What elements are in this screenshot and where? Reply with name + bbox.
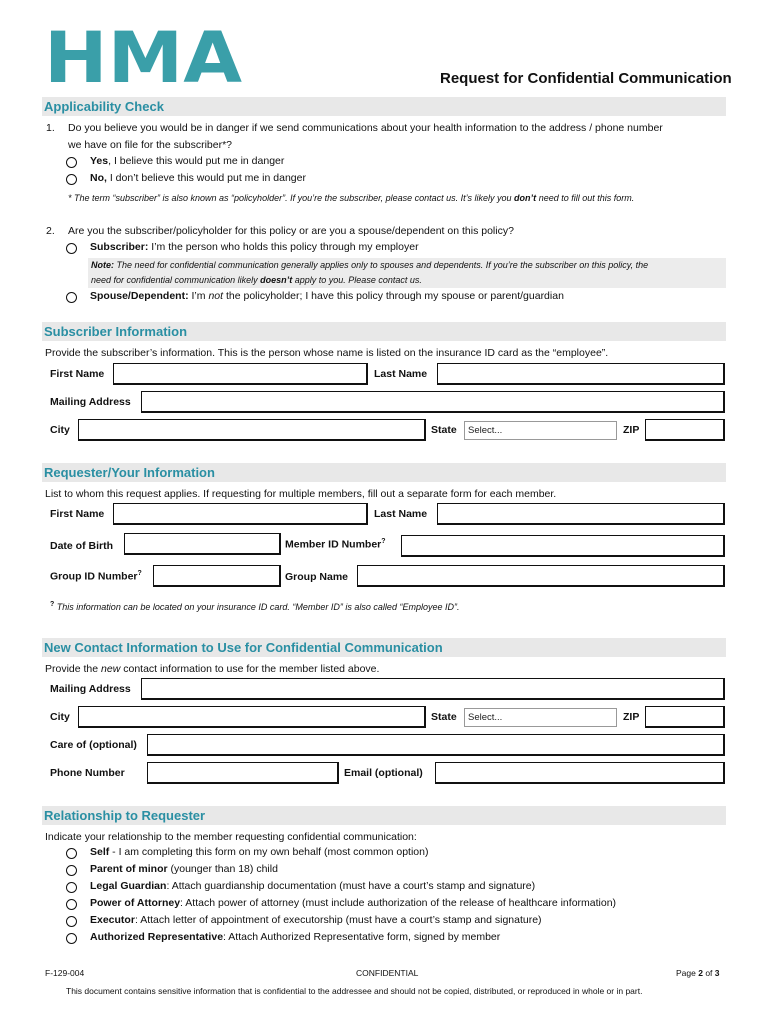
document-title: Request for Confidential Communication (440, 70, 732, 87)
subscriber-zip-field[interactable] (645, 419, 725, 441)
subscriber-state-label: State (431, 424, 457, 436)
contact-mailing-address-field[interactable] (141, 678, 725, 700)
contact-care-of-label: Care of (optional) (50, 739, 137, 751)
q1-footnote: * The term “subscriber” is also known as “policyholder”. If you’re the subscriber, please contact us. It’s likely you don’t need to fill out this form. (68, 193, 635, 203)
section-requester-heading: Requester/Your Information (42, 463, 726, 482)
subscriber-state-select[interactable]: Select... (464, 421, 617, 440)
requester-intro: List to whom this request applies. If requesting for multiple members, fill out a separate form for each member. (45, 488, 557, 500)
contact-phone-label: Phone Number (50, 767, 125, 779)
footer-page-number: Page 2 of 3 (676, 968, 720, 978)
q2-subscriber-radio[interactable] (66, 243, 77, 254)
subscriber-city-field[interactable] (78, 419, 426, 441)
requester-dob-field[interactable] (124, 533, 281, 555)
subscriber-mailing-address-field[interactable] (141, 391, 725, 413)
contact-phone-field[interactable] (147, 762, 339, 784)
contact-state-select[interactable]: Select... (464, 708, 617, 727)
requester-group-id-label: Group ID Number? (50, 570, 142, 583)
subscriber-last-name-label: Last Name (374, 368, 428, 380)
contact-zip-label: ZIP (623, 711, 640, 723)
section-applicability-heading: Applicability Check (42, 97, 726, 116)
question-2-number: 2. (46, 225, 55, 237)
requester-footnote: ? This information can be located on your insurance ID card. “Member ID” is also called “Employee ID”. (50, 601, 460, 612)
requester-first-name-field[interactable] (113, 503, 368, 525)
question-1-line2: we have on file for the subscriber*? (68, 139, 233, 151)
question-1-line1: Do you believe you would be in danger if we send communications about your health information to the address / phone number (68, 122, 663, 134)
q1-no-label: No, I don’t believe this would put me in danger (90, 172, 306, 184)
section-contact-heading: New Contact Information to Use for Confidential Communication (42, 638, 726, 657)
subscriber-zip-label: ZIP (623, 424, 640, 436)
relationship-executor-label: Executor: Attach letter of appointment of executorship (must have a court’s stamp and signature) (90, 914, 542, 926)
relationship-parent-radio[interactable] (66, 865, 77, 876)
contact-state-label: State (431, 711, 457, 723)
contact-city-label: City (50, 711, 70, 723)
relationship-authorized-rep-radio[interactable] (66, 933, 77, 944)
relationship-self-radio[interactable] (66, 848, 77, 859)
relationship-executor-radio[interactable] (66, 916, 77, 927)
requester-dob-label: Date of Birth (50, 540, 113, 552)
q1-yes-label: Yes, I believe this would put me in danger (90, 155, 285, 167)
q1-no-radio[interactable] (66, 174, 77, 185)
footer-form-code: F-129-004 (45, 968, 85, 978)
hma-logo (44, 26, 244, 84)
subscriber-intro: Provide the subscriber’s information. This is the person whose name is listed on the insurance ID card as the “employee”. (45, 347, 609, 359)
contact-intro: Provide the new contact information to use for the member listed above. (45, 663, 380, 675)
question-1-number: 1. (46, 122, 55, 134)
q1-yes-radio[interactable] (66, 157, 77, 168)
subscriber-first-name-label: First Name (50, 368, 105, 380)
contact-email-field[interactable] (435, 762, 725, 784)
subscriber-mailing-address-label: Mailing Address (50, 396, 131, 408)
contact-mailing-address-label: Mailing Address (50, 683, 131, 695)
footer-disclaimer: This document contains sensitive information that is confidential to the addressee and should not be copied, distributed, or reproduced in whole or in part. (66, 986, 643, 996)
contact-email-label: Email (optional) (344, 767, 423, 779)
contact-city-field[interactable] (78, 706, 426, 728)
requester-last-name-field[interactable] (437, 503, 725, 525)
relationship-guardian-radio[interactable] (66, 882, 77, 893)
relationship-poa-radio[interactable] (66, 899, 77, 910)
contact-care-of-field[interactable] (147, 734, 725, 756)
section-subscriber-heading: Subscriber Information (42, 322, 726, 341)
relationship-poa-label: Power of Attorney: Attach power of attorney (must include authorization of the release of healthcare information) (90, 897, 617, 909)
relationship-intro: Indicate your relationship to the member requesting confidential communication: (45, 831, 417, 843)
subscriber-first-name-field[interactable] (113, 363, 368, 385)
subscriber-city-label: City (50, 424, 70, 436)
q2-note-line2: need for confidential communication likely doesn’t apply to you. Please contact us. (91, 275, 422, 285)
requester-group-name-label: Group Name (285, 571, 349, 583)
q2-note-line1: Note: The need for confidential communication generally applies only to spouses and dependents. If you’re the subscriber on this policy, the (91, 260, 649, 270)
requester-group-id-field[interactable] (153, 565, 281, 587)
requester-last-name-label: Last Name (374, 508, 428, 520)
q2-subscriber-label: Subscriber: I’m the person who holds this policy through my employer (90, 241, 419, 253)
relationship-parent-label: Parent of minor (younger than 18) child (90, 863, 278, 875)
question-2-text: Are you the subscriber/policyholder for this policy or are you a spouse/dependent on this policy? (68, 225, 514, 237)
q2-dependent-label: Spouse/Dependent: I’m not the policyholder; I have this policy through my spouse or parent/guardian (90, 290, 564, 302)
requester-first-name-label: First Name (50, 508, 105, 520)
relationship-guardian-label: Legal Guardian: Attach guardianship documentation (must have a court’s stamp and signature) (90, 880, 536, 892)
contact-zip-field[interactable] (645, 706, 725, 728)
requester-member-id-label: Member ID Number? (285, 538, 386, 551)
requester-group-name-field[interactable] (357, 565, 725, 587)
relationship-authorized-rep-label: Authorized Representative: Attach Authorized Representative form, signed by member (90, 931, 501, 943)
footer-confidential: CONFIDENTIAL (356, 968, 419, 978)
relationship-self-label: Self - I am completing this form on my own behalf (most common option) (90, 846, 429, 858)
logo-text: HMA (44, 26, 242, 84)
subscriber-last-name-field[interactable] (437, 363, 725, 385)
requester-member-id-field[interactable] (401, 535, 725, 557)
q2-dependent-radio[interactable] (66, 292, 77, 303)
section-relationship-heading: Relationship to Requester (42, 806, 726, 825)
